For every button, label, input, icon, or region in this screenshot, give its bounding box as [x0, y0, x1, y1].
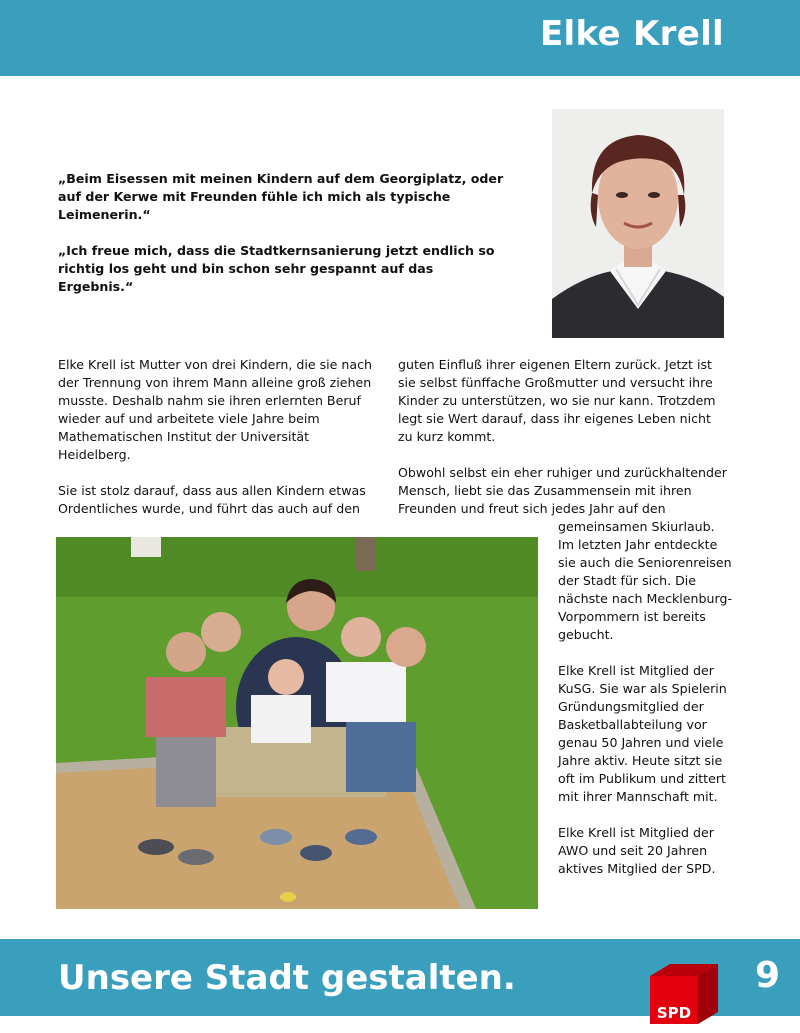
body-column-3 [558, 518, 733, 896]
body-column-1 [58, 356, 378, 536]
paragraph: Elke Krell ist Mutter von drei Kindern, die sie nach der Trennung von ihrem Mann alleine groß ziehen musste. Deshalb nahm sie ihren erlernten Beruf wieder auf und arbeitete viele Jahre beim Mathematischen Institut der Universität Heidelberg. [58, 357, 372, 462]
page-number: 9 [755, 955, 781, 996]
paragraph: Obwohl selbst ein eher ruhiger und zurückhaltender Mensch, liebt sie das Zusammensein mit ihren Freunden und freut sich jedes Jahr auf den [398, 465, 727, 516]
slogan: Unsere Stadt gestalten. [58, 958, 516, 998]
logo-text: SPD [656, 1004, 692, 1022]
quote-2: „Ich freue mich, dass die Stadtkernsanierung jetzt endlich so richtig los geht und bin schon sehr gespannt auf das Ergebnis.“ [58, 243, 495, 294]
quotes-block [58, 170, 508, 314]
header-band [0, 0, 800, 76]
paragraph: gemeinsamen Skiurlaub. Im letzten Jahr entdeckte sie auch die Seniorenreisen der Stadt für sich. Die nächste nach Mecklenburg-Vorpommern ist bereits gebucht. [558, 519, 732, 642]
body-column-2 [398, 356, 728, 536]
spd-logo [642, 962, 722, 1028]
paragraph: Elke Krell ist Mitglied der KuSG. Sie war als Spielerin Gründungsmitglied der Basketballabteilung vor genau 50 Jahren und viele Jahre aktiv. Heute sitzt sie oft im Publikum und zittert mit ihrer Mannschaft mit. [558, 663, 727, 804]
paragraph: Elke Krell ist Mitglied der AWO und seit 20 Jahren aktives Mitglied der SPD. [558, 825, 716, 876]
portrait-photo [552, 109, 724, 338]
paragraph: Sie ist stolz darauf, dass aus allen Kindern etwas Ordentliches wurde, und führt das auch auf den [58, 483, 366, 516]
paragraph: guten Einfluß ihrer eigenen Eltern zurück. Jetzt ist sie selbst fünffache Großmutter und versucht ihre Kinder zu unterstützen, wo sie nur kann. Trotzdem legt sie Wert darauf, dass ihr eigenes Leben nicht zu kurz kommt. [398, 357, 716, 444]
quote-1: „Beim Eisessen mit meinen Kindern auf dem Georgiplatz, oder auf der Kerwe mit Freunden fühle ich mich als typische Leimenerin.“ [58, 171, 504, 222]
family-photo [56, 537, 538, 909]
page-title: Elke Krell [540, 14, 724, 54]
